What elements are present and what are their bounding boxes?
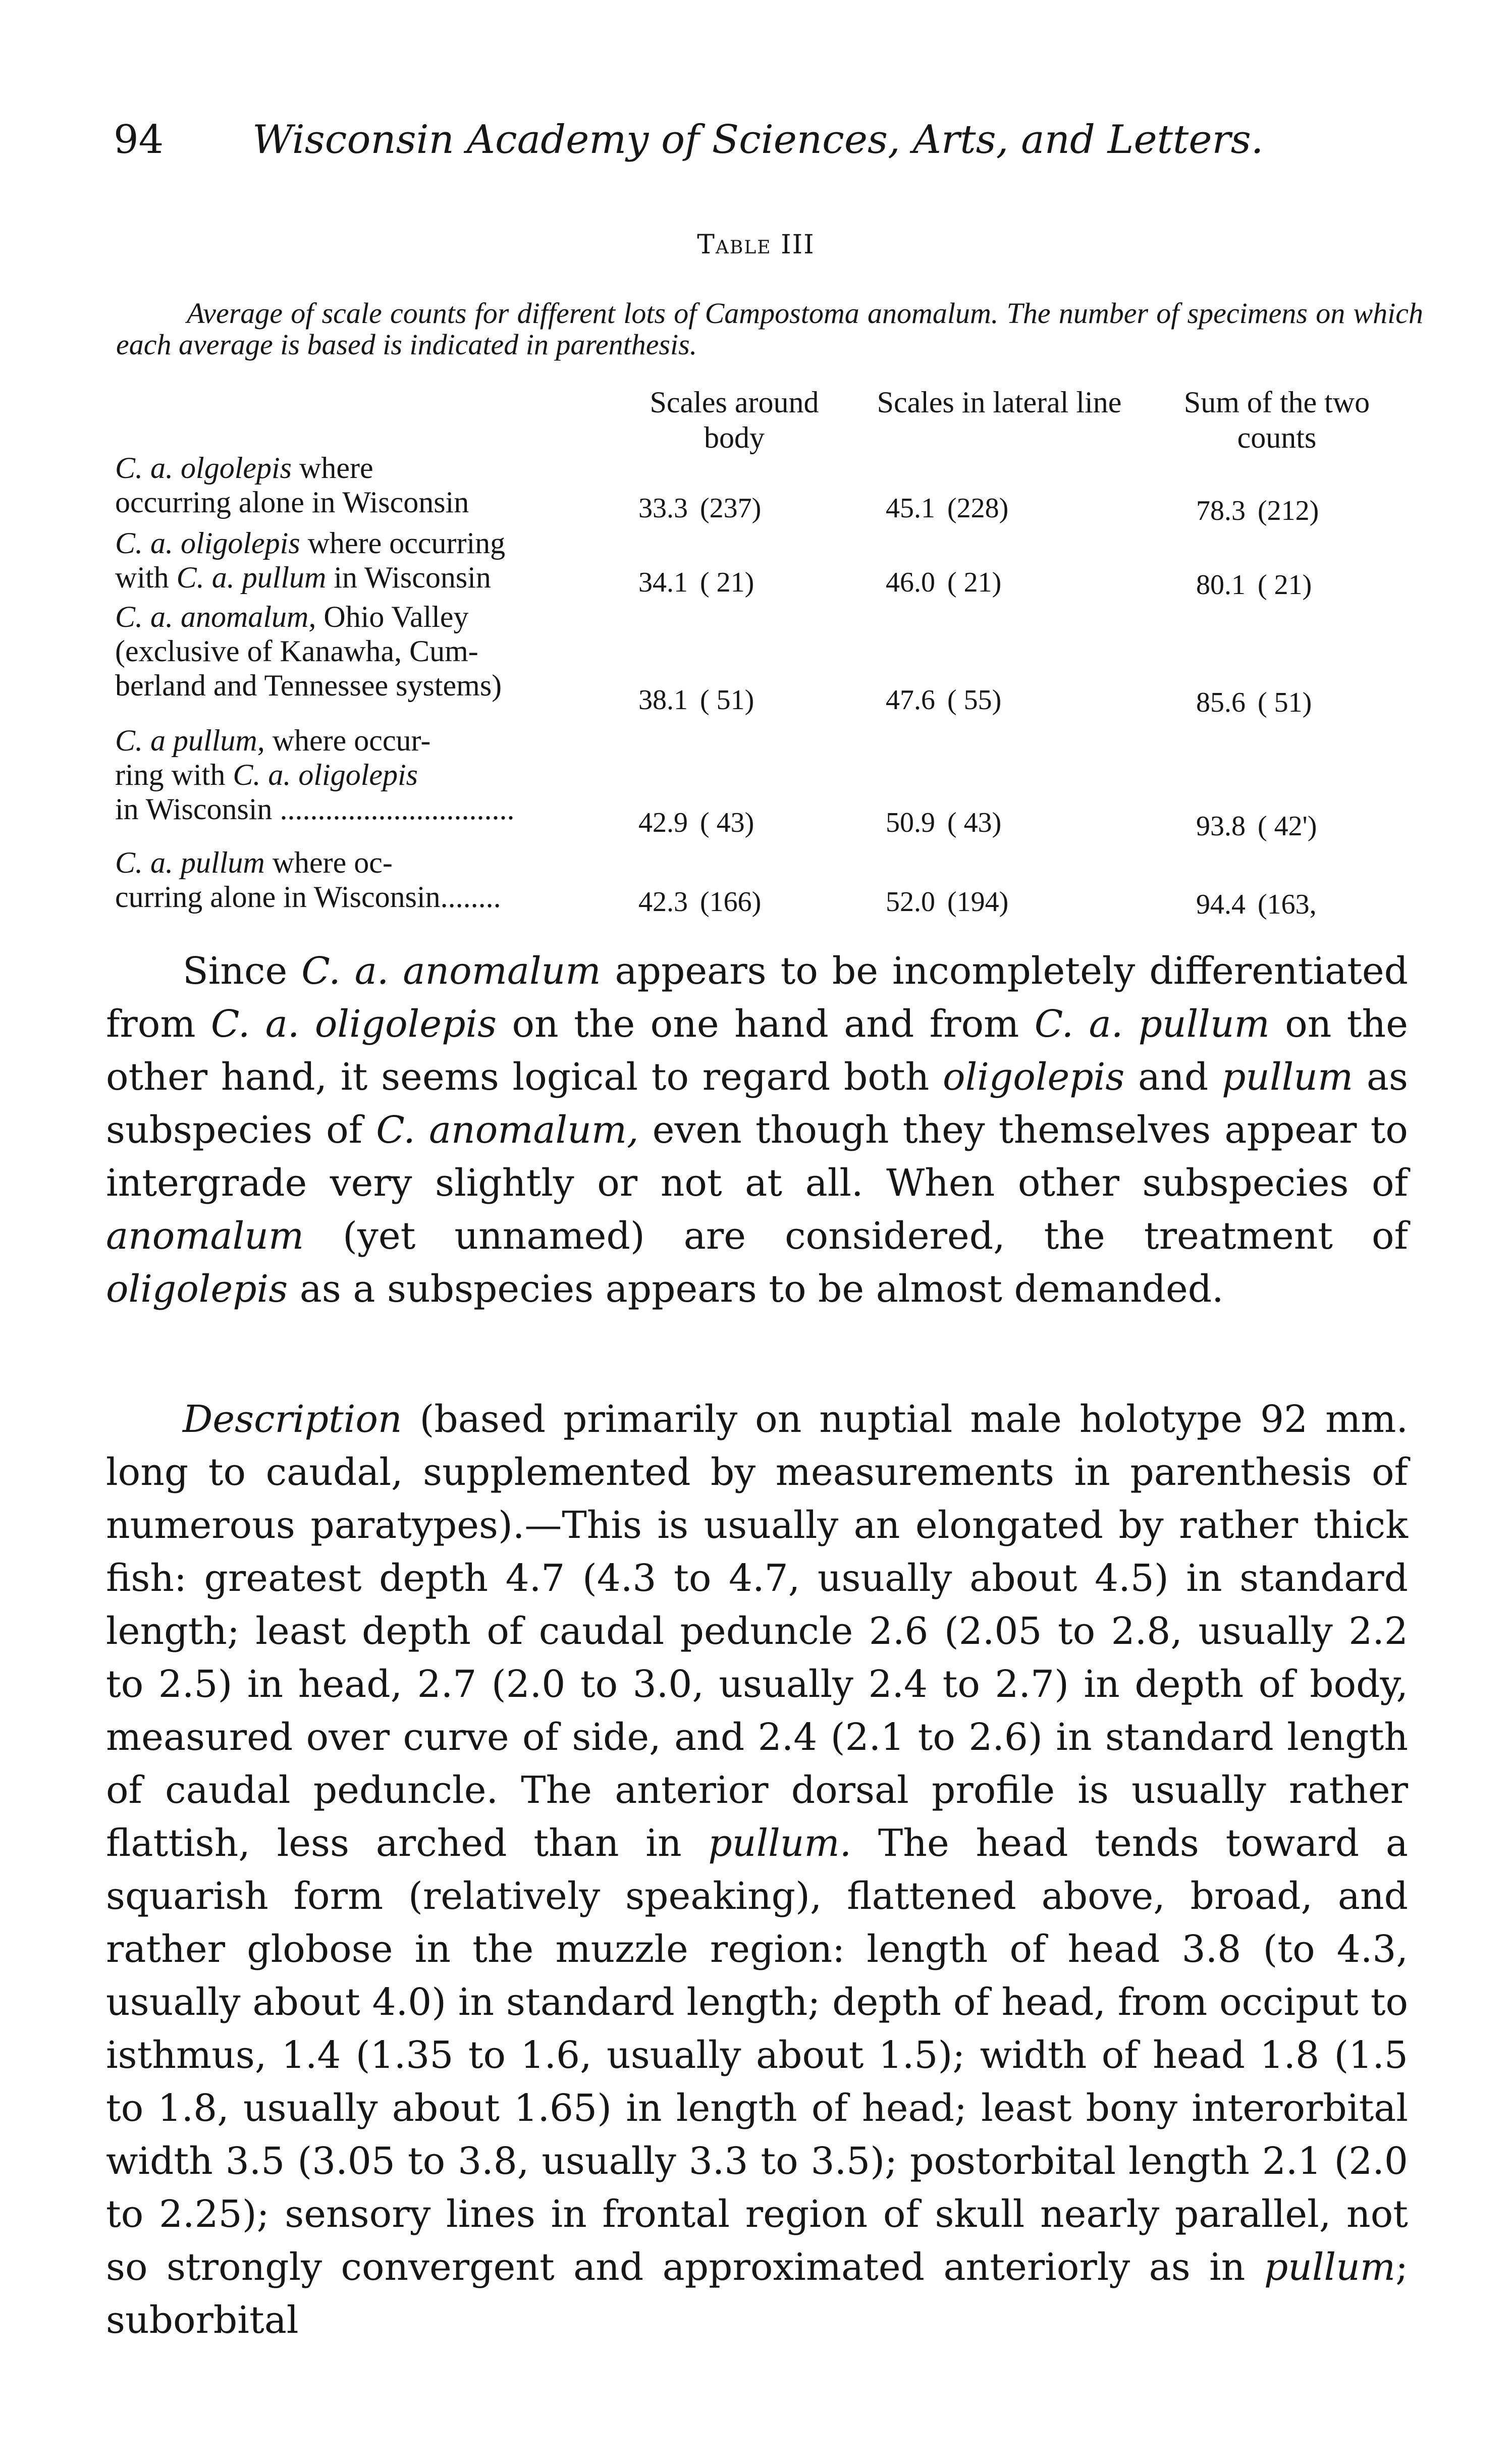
body-paragraph-2: Description (based primarily on nuptial male holotype 92 mm. long to caudal, supplemented by measurements in parenthesis of numerous paratypes).—This is usually an elongated by rather thick fish: greatest depth 4.7 (4.3 to 4.7, usually about 4.5) in standard length; least depth of caudal peduncle 2.6 (2.05 to 2.8, usually 2.2 to 2.5) in head, 2.7 (2.0 to 3.0, usually 2.4 to 2.7) in depth of body, measured over curve of side, and 2.4 (2.1 to 2.6) in standard length of caudal peduncle. The anterior dorsal profile is usually rather flattish, less arched than in pullum. The head tends toward a squarish form (relatively speaking), flattened above, broad, and rather globose in the muzzle region: length of head 3.8 (to 4.3, usually about 4.0) in standard length; depth of head, from occiput to isthmus, 1.4 (1.35 to 1.6, usually about 1.5); width of head 1.8 (1.5 to 1.8, usually about 1.65) in length of head; least bony interorbital width 3.5 (3.05 to 3.8, usually 3.3 to 3.5); postorbital length 2.1 (2.0 to 2.25); sensory lines in frontal region of skull nearly parallel, not so strongly convergent and approximated anteriorly as in pullum; suborbital <box>106 1398 1408 2342</box>
table-row-label: C. a pullum, where occur- ring with C. a. oligolepis in Wisconsin ............................... <box>115 724 515 826</box>
page-number: 94 <box>114 117 164 163</box>
column-header-sum: Sum of the two counts <box>1183 386 1370 454</box>
table-cell: 80.1 ( 21) <box>1196 569 1312 601</box>
caption-species: Campostoma anomalum <box>705 297 991 330</box>
table-cell: 46.0 ( 21) <box>886 567 1002 598</box>
column-header-scales-around-body: Scales around body <box>650 386 819 454</box>
column-header-lateral-line: Scales in lateral line <box>877 386 1122 419</box>
table-cell: 47.6 ( 55) <box>886 684 1002 716</box>
table-title-text: Table III <box>697 230 815 260</box>
body-paragraph-1: Since C. a. anomalum appears to be incompletely differentiated from C. a. oligolepis on the one hand and from C. a. pullum on the other hand, it seems logical to regard both oligolepis and pullum as subspecies of C. anomalum, even though they themselves appear to intergrade very slightly or not at all. When other subspecies of anomalum (yet unnamed) are considered, the treatment of oligolepis as a subspecies appears to be almost demanded. <box>106 949 1408 1311</box>
caption-text: Average of scale counts for different lots of <box>187 297 705 330</box>
table-row-label: C. a. olgolepis where occurring alone in Wisconsin <box>115 451 469 519</box>
caption-text: . The number of specimens on which each average is based is indicated in parenthesis. <box>116 297 1423 361</box>
table-cell: 94.4 (163, <box>1196 889 1317 920</box>
table-cell: 93.8 ( 42') <box>1196 811 1317 842</box>
table-cell: 42.3 (166) <box>638 886 762 918</box>
table-cell: 52.0 (194) <box>886 886 1009 918</box>
table-title <box>0 230 1512 260</box>
table-row-label: C. a. pullum where oc- curring alone in Wisconsin........ <box>115 846 501 914</box>
journal-title: Wisconsin Academy of Sciences, Arts, and Letters. <box>252 117 1264 163</box>
table-cell: 45.1 (228) <box>886 493 1009 524</box>
table-cell: 42.9 ( 43) <box>638 807 754 838</box>
table-cell: 50.9 ( 43) <box>886 807 1002 838</box>
table-cell: 85.6 ( 51) <box>1196 687 1312 718</box>
table-cell: 33.3 (237) <box>638 493 762 524</box>
running-header <box>114 117 1406 163</box>
table-description <box>116 298 1423 360</box>
table-row-label: C. a. anomalum, Ohio Valley (exclusive of Kanawha, Cum- berland and Tennessee systems) <box>115 600 502 702</box>
table-cell: 38.1 ( 51) <box>638 684 754 716</box>
table-row-label: C. a. oligolepis where occurring with C. a. pullum in Wisconsin <box>115 526 506 594</box>
table-cell: 34.1 ( 21) <box>638 567 754 598</box>
table-cell: 78.3 (212) <box>1196 495 1319 526</box>
